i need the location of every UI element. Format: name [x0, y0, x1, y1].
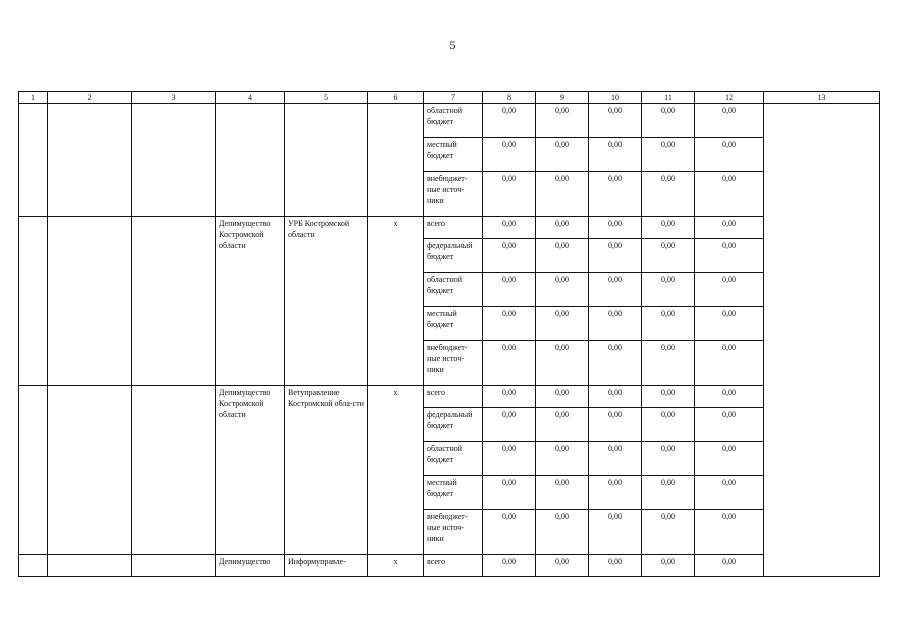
value-cell: 0,00	[695, 104, 764, 138]
value-cell: 0,00	[483, 172, 536, 217]
value-cell: 0,00	[589, 510, 642, 555]
value-cell: 0,00	[536, 555, 589, 577]
header-cell: 8	[483, 92, 536, 104]
value-cell: 0,00	[536, 217, 589, 239]
source-label: внебюджет-ные источ-ники	[424, 510, 483, 555]
value-cell: 0,00	[483, 217, 536, 239]
value-cell: 0,00	[483, 273, 536, 307]
source-label: внебюджет-ные источ-ники	[424, 172, 483, 217]
value-cell: 0,00	[589, 555, 642, 577]
value-cell: 0,00	[642, 138, 695, 172]
cell-col1	[19, 555, 48, 577]
value-cell: 0,00	[642, 386, 695, 408]
value-cell: 0,00	[642, 476, 695, 510]
value-cell: 0,00	[589, 476, 642, 510]
value-cell: 0,00	[642, 104, 695, 138]
value-cell: 0,00	[483, 476, 536, 510]
source-label: местный бюджет	[424, 476, 483, 510]
value-cell: 0,00	[589, 273, 642, 307]
value-cell: 0,00	[536, 442, 589, 476]
mark-cell: х	[368, 217, 424, 386]
cell-col5	[285, 104, 368, 217]
value-cell: 0,00	[483, 239, 536, 273]
header-cell: 1	[19, 92, 48, 104]
source-label: местный бюджет	[424, 138, 483, 172]
value-cell: 0,00	[589, 408, 642, 442]
cell-col6	[368, 104, 424, 217]
header-cell: 11	[642, 92, 695, 104]
header-cell: 13	[764, 92, 880, 104]
table-row	[19, 386, 880, 408]
source-label: областной бюджет	[424, 273, 483, 307]
source-label: федеральный бюджет	[424, 239, 483, 273]
source-label: всего	[424, 217, 483, 239]
cell-col1	[19, 217, 48, 386]
value-cell: 0,00	[642, 408, 695, 442]
value-cell: 0,00	[695, 217, 764, 239]
value-cell: 0,00	[589, 104, 642, 138]
value-cell: 0,00	[642, 217, 695, 239]
value-cell: 0,00	[642, 442, 695, 476]
cell-col3	[132, 104, 216, 217]
cell-col2	[48, 555, 132, 577]
cell-col3	[132, 555, 216, 577]
cell-col2	[48, 104, 132, 217]
value-cell: 0,00	[483, 341, 536, 386]
value-cell: 0,00	[695, 172, 764, 217]
header-cell: 5	[285, 92, 368, 104]
source-label: всего	[424, 555, 483, 577]
cell-col3	[132, 217, 216, 386]
header-cell: 6	[368, 92, 424, 104]
value-cell: 0,00	[536, 386, 589, 408]
coexecutor-cell: Информуправле-	[285, 555, 368, 577]
executor-cell: Депимущество Костромской области	[216, 217, 285, 386]
value-cell: 0,00	[589, 217, 642, 239]
value-cell: 0,00	[536, 307, 589, 341]
value-cell: 0,00	[642, 555, 695, 577]
header-cell: 4	[216, 92, 285, 104]
value-cell: 0,00	[483, 104, 536, 138]
value-cell: 0,00	[695, 386, 764, 408]
value-cell: 0,00	[589, 341, 642, 386]
value-cell: 0,00	[695, 273, 764, 307]
value-cell: 0,00	[695, 510, 764, 555]
header-row	[19, 92, 880, 104]
source-label: всего	[424, 386, 483, 408]
value-cell: 0,00	[695, 442, 764, 476]
header-cell: 9	[536, 92, 589, 104]
budget-table	[18, 91, 880, 577]
value-cell: 0,00	[589, 442, 642, 476]
value-cell: 0,00	[695, 307, 764, 341]
value-cell: 0,00	[695, 408, 764, 442]
value-cell: 0,00	[642, 510, 695, 555]
value-cell: 0,00	[536, 172, 589, 217]
source-label: федеральный бюджет	[424, 408, 483, 442]
value-cell: 0,00	[536, 341, 589, 386]
cell-col2	[48, 386, 132, 555]
table-row	[19, 217, 880, 239]
header-cell: 12	[695, 92, 764, 104]
value-cell: 0,00	[642, 341, 695, 386]
value-cell: 0,00	[483, 442, 536, 476]
table-row	[19, 104, 880, 138]
cell-col1	[19, 386, 48, 555]
executor-cell: Депимущество Костромской области	[216, 386, 285, 555]
value-cell: 0,00	[483, 555, 536, 577]
value-cell: 0,00	[589, 239, 642, 273]
coexecutor-cell: Ветуправление Костромской обла-сти	[285, 386, 368, 555]
value-cell: 0,00	[695, 555, 764, 577]
value-cell: 0,00	[536, 476, 589, 510]
header-cell: 10	[589, 92, 642, 104]
header-cell: 2	[48, 92, 132, 104]
value-cell: 0,00	[642, 239, 695, 273]
value-cell: 0,00	[589, 172, 642, 217]
coexecutor-cell: УРБ Костромской области	[285, 217, 368, 386]
cell-col2	[48, 217, 132, 386]
cell-col1	[19, 104, 48, 217]
source-label: местный бюджет	[424, 307, 483, 341]
cell-col13	[764, 104, 880, 577]
value-cell: 0,00	[483, 386, 536, 408]
value-cell: 0,00	[483, 307, 536, 341]
value-cell: 0,00	[695, 138, 764, 172]
value-cell: 0,00	[536, 104, 589, 138]
value-cell: 0,00	[536, 408, 589, 442]
header-cell: 7	[424, 92, 483, 104]
value-cell: 0,00	[483, 138, 536, 172]
value-cell: 0,00	[483, 510, 536, 555]
value-cell: 0,00	[642, 172, 695, 217]
executor-cell: Депимущество	[216, 555, 285, 577]
cell-col3	[132, 386, 216, 555]
source-label: областной бюджет	[424, 104, 483, 138]
value-cell: 0,00	[536, 239, 589, 273]
value-cell: 0,00	[483, 408, 536, 442]
value-cell: 0,00	[589, 386, 642, 408]
value-cell: 0,00	[642, 307, 695, 341]
source-label: областной бюджет	[424, 442, 483, 476]
mark-cell: х	[368, 386, 424, 555]
value-cell: 0,00	[695, 239, 764, 273]
table-row	[19, 555, 880, 577]
value-cell: 0,00	[589, 307, 642, 341]
value-cell: 0,00	[536, 510, 589, 555]
cell-col4	[216, 104, 285, 217]
value-cell: 0,00	[642, 273, 695, 307]
value-cell: 0,00	[695, 341, 764, 386]
source-label: внебюджет-ные источ-ники	[424, 341, 483, 386]
header-cell: 3	[132, 92, 216, 104]
value-cell: 0,00	[589, 138, 642, 172]
mark-cell: х	[368, 555, 424, 577]
page-number: 5	[449, 38, 456, 52]
value-cell: 0,00	[536, 138, 589, 172]
value-cell: 0,00	[536, 273, 589, 307]
value-cell: 0,00	[695, 476, 764, 510]
